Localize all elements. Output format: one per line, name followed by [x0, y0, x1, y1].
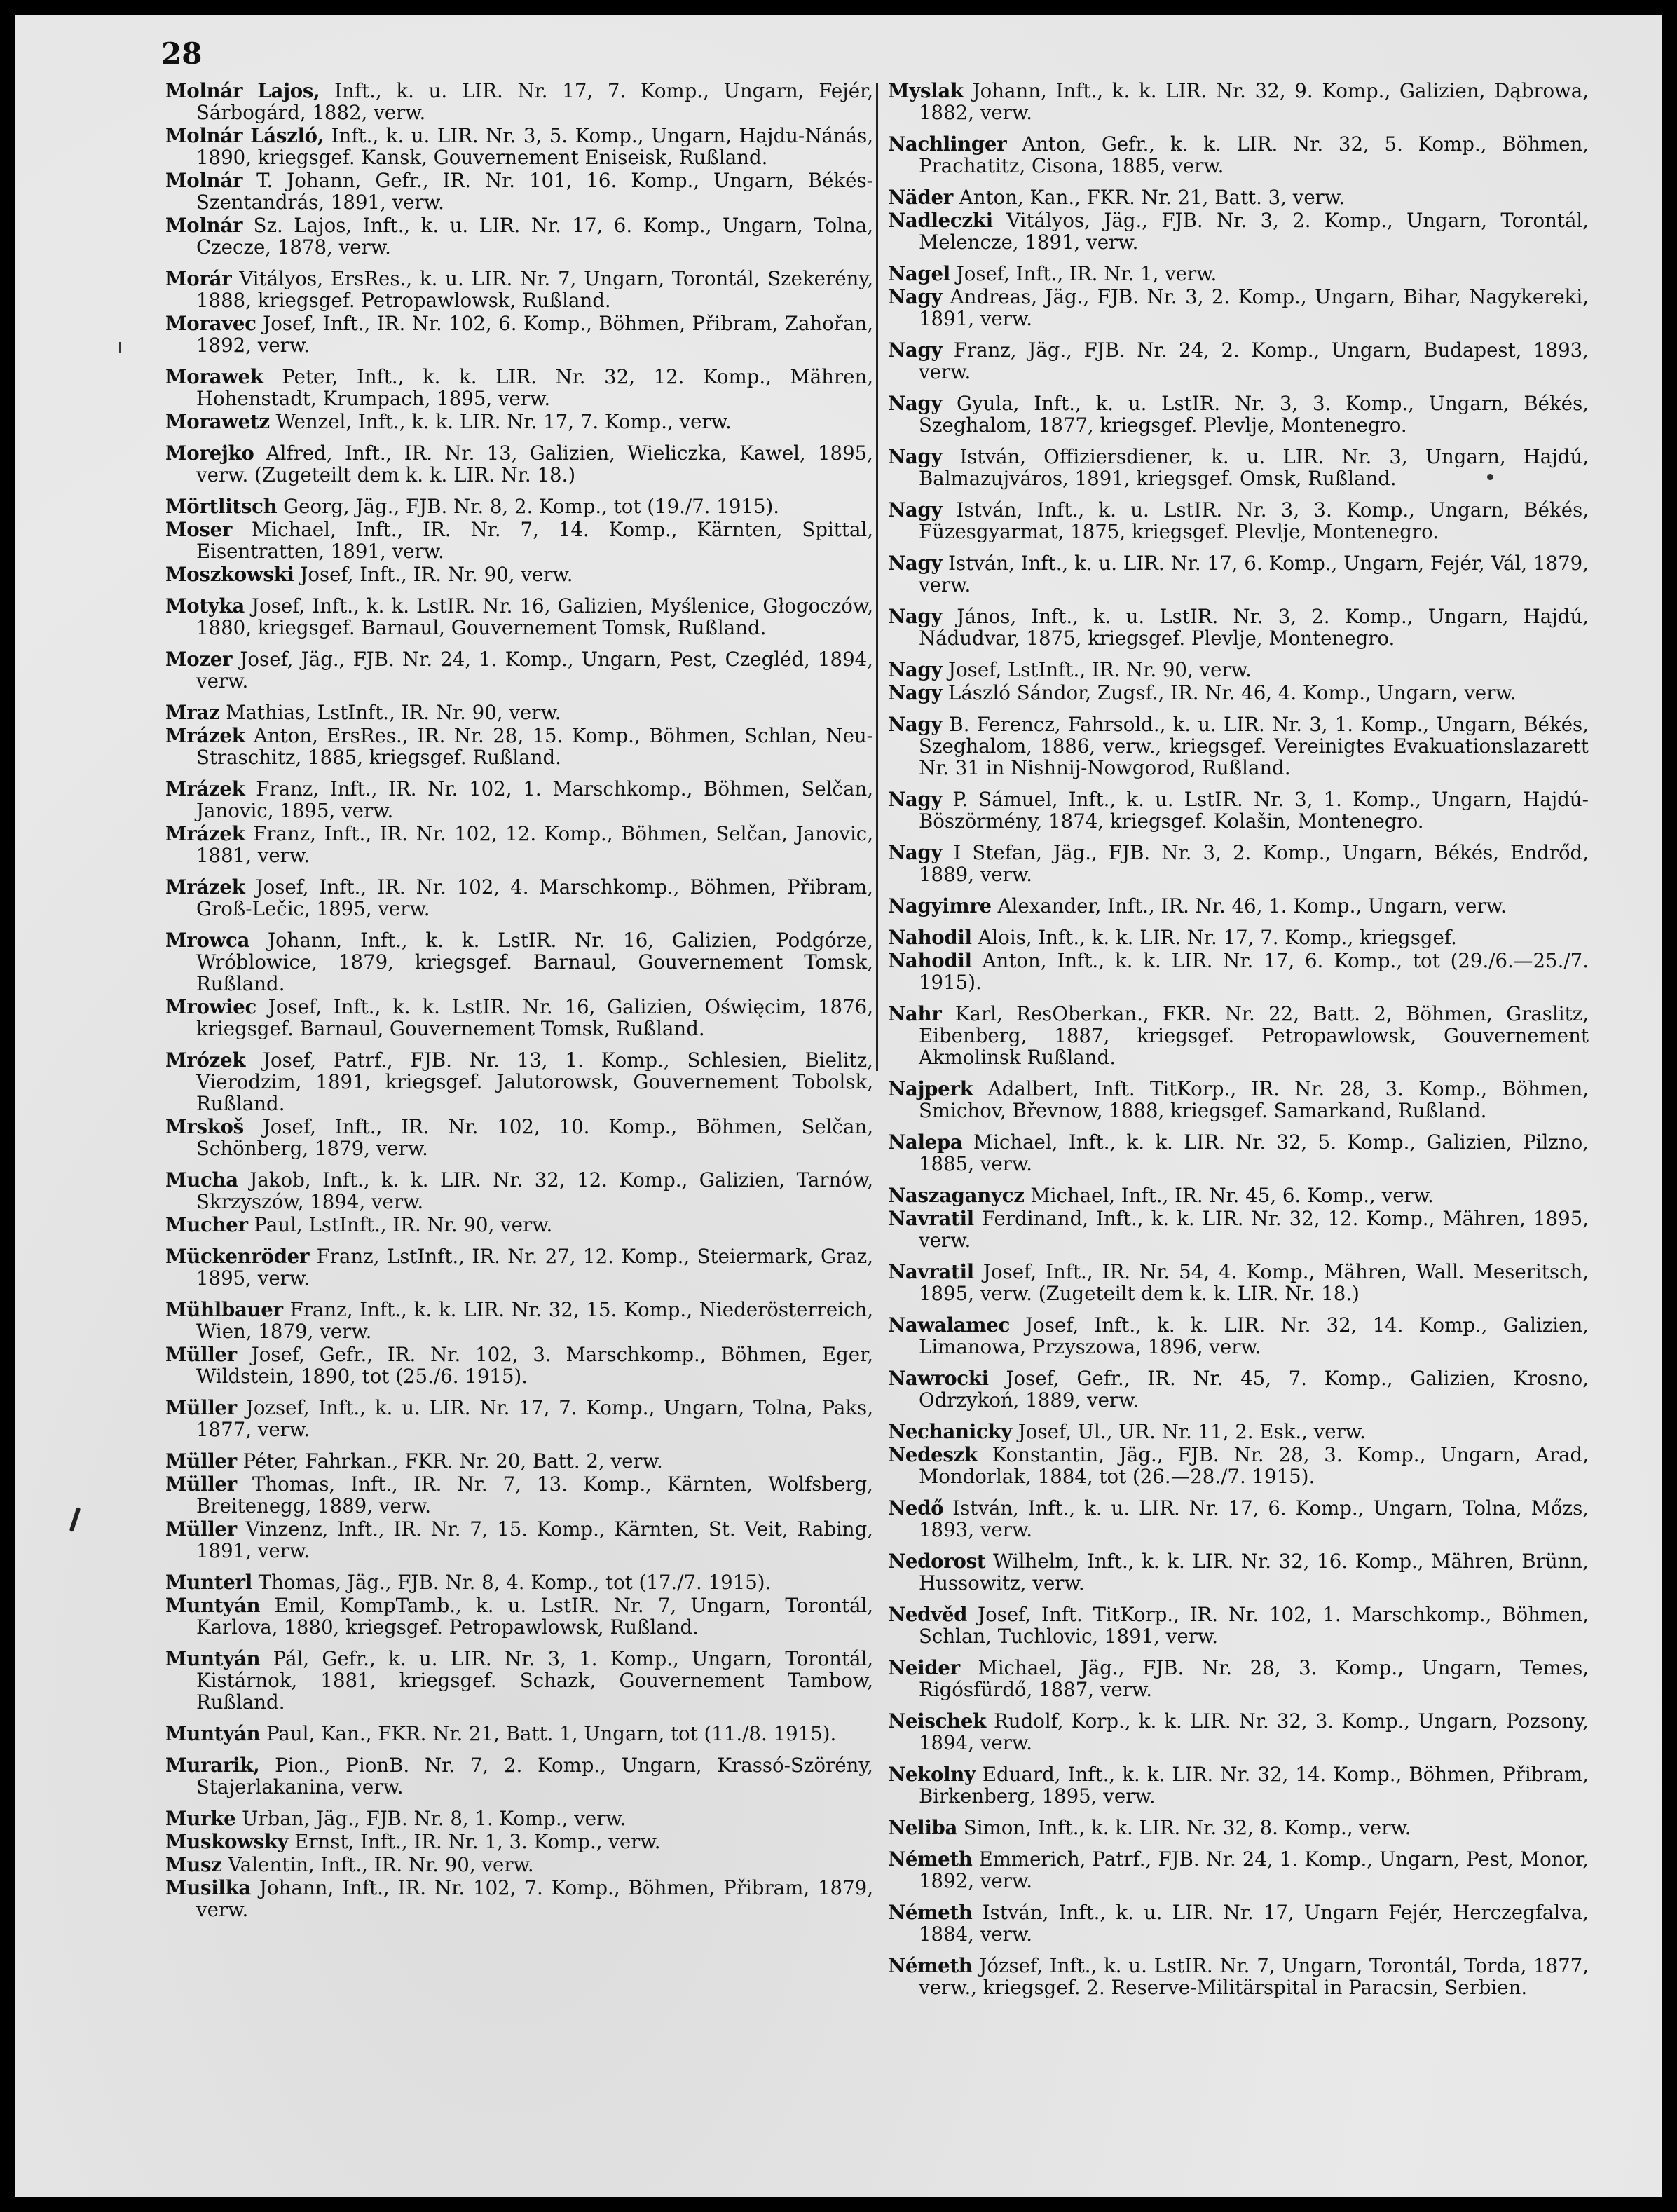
entry-details: Andreas, Jäg., FJB. Nr. 3, 2. Komp., Ungarn, Bihar, Nagykereki, 1891, verw. — [919, 285, 1589, 330]
entry-details: Sz. Lajos, Inft., k. u. LIR. Nr. 17, 6. Komp., Ungarn, Tolna, Czecze, 1878, verw. — [196, 214, 873, 259]
entry-details: László Sándor, Zugsf., IR. Nr. 46, 4. Komp., Ungarn, verw. — [942, 681, 1517, 704]
entry-surname: Molnár Lajos, — [165, 79, 320, 102]
entry-details: Karl, ResOberkan., FKR. Nr. 22, Batt. 2, Böhmen, Graslitz, Eibenberg, 1887, kriegsgef. Petropawlowsk, Gouvernement Akmolinsk Rußland. — [919, 1002, 1589, 1069]
entry-surname: Nahodil — [888, 926, 972, 949]
casualty-entry — [165, 778, 873, 821]
entry-surname: Müller — [165, 1396, 237, 1419]
entry-surname: Mrskoš — [165, 1115, 244, 1138]
casualty-entry — [888, 392, 1589, 436]
casualty-entry — [888, 1367, 1589, 1411]
entry-surname: Müller — [165, 1343, 237, 1366]
entry-surname: Nagy — [888, 552, 943, 575]
casualty-entry — [165, 1245, 873, 1289]
casualty-entry — [165, 1518, 873, 1562]
casualty-entry — [888, 895, 1589, 917]
entry-details: Valentin, Inft., IR. Nr. 90, verw. — [221, 1853, 534, 1876]
entry-details: Péter, Fahrkan., FKR. Nr. 20, Batt. 2, verw. — [236, 1449, 663, 1473]
entry-surname: Müller — [165, 1517, 237, 1541]
entry-surname: Murke — [165, 1807, 236, 1830]
entry-details: Ernst, Inft., IR. Nr. 1, 3. Komp., verw. — [288, 1830, 661, 1853]
entry-surname: Nagy — [888, 788, 943, 811]
entry-details: József, Inft., k. u. LstIR. Nr. 7, Ungarn, Torontál, Torda, 1877, verw., kriegsgef. 2. Reserve-Militärspital in Paracsin, Serbien. — [919, 1954, 1589, 1999]
casualty-entry — [888, 1604, 1589, 1647]
casualty-entry — [888, 210, 1589, 253]
entry-surname: Muntyán — [165, 1594, 261, 1617]
entry-details: Johann, Inft., k. k. LIR. Nr. 32, 9. Komp., Galizien, Dąbrowa, 1882, verw. — [919, 79, 1589, 124]
casualty-entry — [165, 1397, 873, 1440]
casualty-entry — [888, 682, 1589, 704]
casualty-entry — [888, 286, 1589, 329]
entry-details: Josef, Inft., IR. Nr. 102, 6. Komp., Böhmen, Přibram, Zahořan, 1892, verw. — [196, 312, 873, 357]
entry-surname: Nawalamec — [888, 1313, 1010, 1337]
casualty-entry — [888, 1184, 1589, 1206]
entry-details: Pál, Gefr., k. u. LIR. Nr. 3, 1. Komp., Ungarn, Torontál, Kistárnok, 1881, kriegsgef. Schazk, Gouvernement Tambow, Rußland. — [196, 1647, 873, 1714]
entry-details: Josef, Inft., k. k. LIR. Nr. 32, 14. Komp., Galizien, Limanowa, Przyszowa, 1896, verw. — [919, 1313, 1589, 1358]
entry-surname: Nagy — [888, 445, 943, 468]
entry-surname: Mraz — [165, 701, 220, 724]
entry-surname: Moszkowski — [165, 563, 294, 586]
entry-surname: Nachlinger — [888, 132, 1007, 156]
entry-surname: Morár — [165, 267, 232, 290]
casualty-entry — [888, 1657, 1589, 1700]
casualty-entry — [165, 80, 873, 123]
casualty-entry — [165, 519, 873, 562]
margin-pen-mark — [69, 1507, 81, 1532]
entry-surname: Mrázek — [165, 777, 245, 800]
entry-surname: Mozer — [165, 648, 233, 671]
casualty-entry — [888, 263, 1589, 285]
entry-surname: Neliba — [888, 1816, 958, 1839]
casualty-entry — [888, 1003, 1589, 1068]
entry-details: Konstantin, Jäg., FJB. Nr. 28, 3. Komp., Ungarn, Arad, Mondorlak, 1884, tot (26.—28./7. 1915). — [919, 1443, 1589, 1488]
entry-surname: Motyka — [165, 594, 245, 617]
casualty-entry — [165, 1299, 873, 1342]
entry-details: Alexander, Inft., IR. Nr. 46, 1. Komp., Ungarn, verw. — [991, 894, 1507, 917]
casualty-entry — [165, 411, 873, 432]
entry-details: Rudolf, Korp., k. k. LIR. Nr. 32, 3. Komp., Ungarn, Pozsony, 1894, verw. — [919, 1709, 1589, 1754]
entry-surname: Nagy — [888, 841, 943, 864]
entry-details: Josef, Jäg., FJB. Nr. 24, 1. Komp., Ungarn, Pest, Czegléd, 1894, verw. — [196, 648, 873, 692]
entry-details: István, Inft., k. u. LIR. Nr. 17, 6. Komp., Ungarn, Tolna, Mőzs, 1893, verw. — [919, 1496, 1589, 1541]
casualty-entry — [165, 823, 873, 866]
entry-surname: Neider — [888, 1656, 960, 1679]
left-column — [165, 80, 873, 1922]
entry-details: Franz, Inft., IR. Nr. 102, 1. Marschkomp., Böhmen, Selčan, Janovic, 1895, verw. — [196, 777, 873, 822]
casualty-entry — [165, 929, 873, 995]
casualty-entry — [888, 788, 1589, 832]
entry-surname: Moser — [165, 518, 233, 541]
entry-details: János, Inft., k. u. LstIR. Nr. 3, 2. Komp., Ungarn, Hajdú, Nádudvar, 1875, kriegsgef. Plevlje, Montenegro. — [919, 605, 1589, 650]
entry-surname: Moravec — [165, 312, 256, 335]
casualty-entry — [165, 1473, 873, 1517]
casualty-entry — [165, 595, 873, 639]
entry-surname: Mrowca — [165, 929, 250, 952]
entry-details: Emmerich, Patrf., FJB. Nr. 24, 1. Komp., Ungarn, Pest, Monor, 1892, verw. — [919, 1848, 1589, 1892]
entry-details: Paul, Kan., FKR. Nr. 21, Batt. 1, Ungarn, tot (11./8. 1915). — [260, 1722, 837, 1745]
entry-surname: Navratil — [888, 1260, 974, 1283]
casualty-entry — [165, 1808, 873, 1829]
casualty-entry — [888, 1710, 1589, 1754]
entry-details: István, Inft., k. u. LstIR. Nr. 3, 3. Komp., Ungarn, Békés, Füzesgyarmat, 1875, kriegsgef. Plevlje, Montenegro. — [919, 498, 1589, 543]
entry-surname: Najperk — [888, 1077, 973, 1100]
casualty-entry — [888, 1314, 1589, 1358]
entry-surname: Nedvěd — [888, 1603, 968, 1626]
casualty-entry — [165, 1648, 873, 1713]
entry-surname: Morawetz — [165, 410, 270, 433]
right-column — [888, 80, 1589, 2000]
casualty-entry — [888, 1421, 1589, 1442]
entry-details: Josef, Inft., k. k. LstIR. Nr. 16, Galizien, Oświęcim, 1876, kriegsgef. Barnaul, Gouvernement Tomsk, Rußland. — [196, 995, 873, 1040]
entry-details: Josef, Inft., IR. Nr. 1, verw. — [950, 262, 1217, 285]
casualty-entry — [888, 714, 1589, 779]
entry-details: Franz, Jäg., FJB. Nr. 24, 2. Komp., Ungarn, Budapest, 1893, verw. — [919, 339, 1589, 383]
entry-details: Peter, Inft., k. k. LIR. Nr. 32, 12. Komp., Mähren, Hohenstadt, Krumpach, 1895, verw. — [196, 365, 873, 410]
entry-surname: Molnár — [165, 214, 243, 237]
entry-details: Jozsef, Inft., k. u. LIR. Nr. 17, 7. Komp., Ungarn, Tolna, Paks, 1877, verw. — [196, 1396, 873, 1441]
entry-surname: Nagel — [888, 262, 950, 285]
entry-surname: Müller — [165, 1449, 237, 1473]
entry-surname: Murarik, — [165, 1754, 260, 1777]
casualty-entry — [165, 702, 873, 723]
casualty-entry — [888, 186, 1589, 208]
entry-details: Paul, LstInft., IR. Nr. 90, verw. — [247, 1213, 553, 1236]
entry-surname: Mörtlitsch — [165, 495, 278, 518]
casualty-entry — [888, 927, 1589, 948]
entry-surname: Nekolny — [888, 1763, 976, 1786]
casualty-entry — [165, 1049, 873, 1114]
entry-surname: Nechanicky — [888, 1420, 1013, 1443]
entry-surname: Nadleczki — [888, 209, 993, 232]
entry-surname: Musz — [165, 1853, 222, 1876]
entry-details: Franz, Inft., k. k. LIR. Nr. 32, 15. Komp., Niederösterreich, Wien, 1879, verw. — [196, 1298, 873, 1343]
casualty-entry — [888, 1763, 1589, 1807]
entry-surname: Nagy — [888, 713, 943, 736]
entry-details: Josef, Gefr., IR. Nr. 45, 7. Komp., Galizien, Krosno, Odrzykoń, 1889, verw. — [919, 1367, 1589, 1412]
entry-details: Thomas, Jäg., FJB. Nr. 8, 4. Komp., tot (17./7. 1915). — [252, 1571, 772, 1594]
casualty-entry — [165, 366, 873, 409]
entry-surname: Musilka — [165, 1876, 252, 1899]
entry-details: István, Offiziersdiener, k. u. LIR. Nr. 3, Ungarn, Hajdú, Balmazujváros, 1891, kriegsgef. Omsk, Rußland. — [919, 445, 1589, 490]
casualty-entry — [165, 1116, 873, 1159]
entry-details: Franz, Inft., IR. Nr. 102, 12. Komp., Böhmen, Selčan, Janovic, 1881, verw. — [196, 822, 873, 867]
entry-details: Vinzenz, Inft., IR. Nr. 7, 15. Komp., Kärnten, St. Veit, Rabing, 1891, verw. — [196, 1517, 873, 1562]
ink-dot-mark — [1487, 474, 1493, 480]
casualty-entry — [165, 876, 873, 920]
casualty-entry — [165, 1754, 873, 1798]
entry-details: Johann, Inft., IR. Nr. 102, 7. Komp., Böhmen, Přibram, 1879, verw. — [196, 1876, 873, 1921]
entry-surname: Neischek — [888, 1709, 986, 1733]
entry-surname: Németh — [888, 1954, 973, 1977]
entry-surname: Nagy — [888, 658, 943, 681]
casualty-entry — [165, 313, 873, 356]
entry-details: István, Inft., k. u. LIR. Nr. 17, 6. Komp., Ungarn, Fejér, Vál, 1879, verw. — [919, 552, 1589, 596]
entry-details: I Stefan, Jäg., FJB. Nr. 3, 2. Komp., Ungarn, Békés, Endrőd, 1889, verw. — [919, 841, 1589, 886]
entry-surname: Nagy — [888, 498, 943, 521]
entry-details: P. Sámuel, Inft., k. u. LstIR. Nr. 3, 1. Komp., Ungarn, Hajdú-Böszörmény, 1874, kriegsgef. Kolašin, Montenegro. — [919, 788, 1589, 833]
entry-details: Georg, Jäg., FJB. Nr. 8, 2. Komp., tot (19./7. 1915). — [277, 495, 780, 518]
casualty-entry — [888, 1817, 1589, 1838]
casualty-entry — [165, 1214, 873, 1236]
entry-details: Josef, Inft., IR. Nr. 90, verw. — [294, 563, 573, 586]
entry-details: Alfred, Inft., IR. Nr. 13, Galizien, Wieliczka, Kawel, 1895, verw. (Zugeteilt dem k. k. LIR. Nr. 18.) — [196, 442, 873, 486]
casualty-entry — [888, 499, 1589, 542]
entry-surname: Nawrocki — [888, 1367, 989, 1390]
entry-surname: Mühlbauer — [165, 1298, 283, 1321]
entry-surname: Morawek — [165, 365, 263, 388]
casualty-entry — [888, 1444, 1589, 1487]
entry-surname: Mrowiec — [165, 995, 256, 1018]
casualty-entry — [888, 339, 1589, 383]
casualty-entry — [888, 1955, 1589, 1998]
entry-surname: Molnár László, — [165, 124, 324, 147]
entry-details: Urban, Jäg., FJB. Nr. 8, 1. Komp., verw. — [235, 1807, 627, 1830]
entry-details: Johann, Inft., k. k. LstIR. Nr. 16, Galizien, Podgórze, Wróblowice, 1879, kriegsgef. Barnaul, Gouvernement Tomsk, Rußland. — [196, 929, 873, 995]
entry-details: Josef, Inft., IR. Nr. 54, 4. Komp., Mähren, Wall. Meseritsch, 1895, verw. (Zugeteilt dem k. k. LIR. Nr. 18.) — [919, 1260, 1589, 1305]
casualty-entry — [888, 1208, 1589, 1251]
entry-surname: Navratil — [888, 1207, 974, 1230]
casualty-entry — [888, 1848, 1589, 1892]
entry-details: Thomas, Inft., IR. Nr. 7, 13. Komp., Kärnten, Wolfsberg, Breitenegg, 1889, verw. — [196, 1473, 873, 1517]
entry-surname: Nagy — [888, 605, 943, 628]
casualty-entry — [165, 996, 873, 1039]
casualty-entry — [888, 1497, 1589, 1541]
entry-surname: Naszaganycz — [888, 1184, 1025, 1207]
scanned-page — [15, 15, 1662, 2197]
casualty-entry — [165, 725, 873, 768]
entry-surname: Muntyán — [165, 1647, 261, 1670]
entry-surname: Mucher — [165, 1213, 248, 1236]
entry-details: Jakob, Inft., k. k. LIR. Nr. 32, 12. Komp., Galizien, Tarnów, Skrzyszów, 1894, verw. — [196, 1168, 873, 1213]
entry-surname: Mrázek — [165, 822, 245, 845]
entry-details: Michael, Jäg., FJB. Nr. 28, 3. Komp., Ungarn, Temes, Rigósfürdő, 1887, verw. — [919, 1656, 1589, 1701]
entry-details: Vitályos, ErsRes., k. u. LIR. Nr. 7, Ungarn, Torontál, Szekerény, 1888, kriegsgef. Petropawlowsk, Rußland. — [196, 267, 873, 312]
casualty-entry — [165, 1723, 873, 1745]
casualty-entry — [888, 1078, 1589, 1121]
entry-surname: Myslak — [888, 79, 964, 102]
casualty-entry — [165, 496, 873, 517]
entry-details: Inft., k. u. LIR. Nr. 17, 7. Komp., Ungarn, Fejér, Sárbogárd, 1882, verw. — [196, 79, 873, 124]
casualty-entry — [165, 1571, 873, 1593]
entry-surname: Mucha — [165, 1168, 238, 1192]
casualty-entry — [888, 659, 1589, 681]
entry-details: Josef, Patrf., FJB. Nr. 13, 1. Komp., Schlesien, Bielitz, Vierodzim, 1891, kriegsgef. Jalutorowsk, Gouvernement Tobolsk, Rußland. — [196, 1049, 873, 1115]
casualty-entry — [165, 648, 873, 692]
casualty-entry — [888, 1131, 1589, 1175]
entry-surname: Nedő — [888, 1496, 944, 1520]
entry-details: Emil, KompTamb., k. u. LstIR. Nr. 7, Ungarn, Torontál, Karlova, 1880, kriegsgef. Petropawlowsk, Rußland. — [196, 1594, 873, 1639]
entry-details: Vitályos, Jäg., FJB. Nr. 3, 2. Komp., Ungarn, Torontál, Melencze, 1891, verw. — [919, 209, 1589, 254]
casualty-entry — [888, 606, 1589, 649]
entry-details: Anton, Kan., FKR. Nr. 21, Batt. 3, verw. — [953, 186, 1345, 209]
entry-details: Josef, Ul., UR. Nr. 11, 2. Esk., verw. — [1012, 1420, 1366, 1443]
entry-details: Inft., k. u. LIR. Nr. 3, 5. Komp., Ungarn, Hajdu-Nánás, 1890, kriegsgef. Kansk, Gouvernement Eniseisk, Rußland. — [196, 124, 873, 169]
entry-details: Anton, Gefr., k. k. LIR. Nr. 32, 5. Komp., Böhmen, Prachatitz, Cisona, 1885, verw. — [919, 132, 1589, 177]
entry-surname: Nahodil — [888, 949, 972, 972]
casualty-entry — [888, 950, 1589, 993]
casualty-entry — [888, 1261, 1589, 1304]
entry-details: István, Inft., k. u. LIR. Nr. 17, Ungarn Fejér, Herczegfalva, 1884, verw. — [919, 1901, 1589, 1946]
casualty-entry — [165, 1344, 873, 1387]
entry-details: Eduard, Inft., k. k. LIR. Nr. 32, 14. Komp., Böhmen, Přibram, Birkenberg, 1895, verw. — [919, 1763, 1589, 1808]
entry-details: Mathias, LstInft., IR. Nr. 90, verw. — [219, 701, 561, 724]
entry-details: Ferdinand, Inft., k. k. LIR. Nr. 32, 12. Komp., Mähren, 1895, verw. — [919, 1207, 1589, 1252]
entry-details: Wilhelm, Inft., k. k. LIR. Nr. 32, 16. Komp., Mähren, Brünn, Hussowitz, verw. — [919, 1550, 1589, 1595]
entry-details: Wenzel, Inft., k. k. LIR. Nr. 17, 7. Komp., verw. — [269, 410, 732, 433]
entry-details: Anton, Inft., k. k. LIR. Nr. 17, 6. Komp., tot (29./6.—25./7. 1915). — [919, 949, 1589, 994]
entry-details: Josef, Inft. TitKorp., IR. Nr. 102, 1. Marschkomp., Böhmen, Schlan, Tuchlovic, 1891, verw. — [919, 1603, 1589, 1648]
casualty-entry — [165, 214, 873, 258]
entry-details: Josef, Gefr., IR. Nr. 102, 3. Marschkomp., Böhmen, Eger, Wildstein, 1890, tot (25./6. 1915). — [196, 1343, 873, 1388]
casualty-entry — [165, 170, 873, 213]
entry-surname: Nedorost — [888, 1550, 986, 1573]
entry-details: Josef, Inft., IR. Nr. 102, 10. Komp., Böhmen, Selčan, Schönberg, 1879, verw. — [196, 1115, 873, 1160]
page-number: 28 — [161, 36, 203, 71]
entry-surname: Nagy — [888, 339, 943, 362]
entry-details: B. Ferencz, Fahrsold., k. u. LIR. Nr. 3, 1. Komp., Ungarn, Békés, Szeghalom, 1886, verw., kriegsgef. Vereinigtes Evakuationslazarett Nr. 31 in Nishnij-Nowgorod, Rußland. — [919, 713, 1589, 779]
entry-surname: Mrázek — [165, 875, 245, 899]
entry-surname: Nalepa — [888, 1131, 963, 1154]
entry-details: Josef, Inft., IR. Nr. 102, 4. Marschkomp., Böhmen, Přibram, Groß-Lečic, 1895, verw. — [196, 875, 873, 920]
entry-surname: Nagyimre — [888, 894, 992, 917]
entry-surname: Németh — [888, 1848, 973, 1871]
casualty-entry — [888, 1550, 1589, 1594]
entry-surname: Morejko — [165, 442, 254, 465]
entry-surname: Nedeszk — [888, 1443, 978, 1466]
entry-surname: Németh — [888, 1901, 973, 1924]
entry-details: Michael, Inft., IR. Nr. 45, 6. Komp., verw. — [1024, 1184, 1434, 1207]
entry-details: T. Johann, Gefr., IR. Nr. 101, 16. Komp., Ungarn, Békés-Szentandrás, 1891, verw. — [196, 169, 873, 214]
casualty-entry — [165, 1831, 873, 1852]
casualty-entry — [165, 268, 873, 311]
casualty-entry — [165, 1854, 873, 1876]
entry-details: Alois, Inft., k. k. LIR. Nr. 17, 7. Komp., kriegsgef. — [971, 926, 1457, 949]
entry-details: Michael, Inft., IR. Nr. 7, 14. Komp., Kärnten, Spittal, Eisentratten, 1891, verw. — [196, 518, 873, 563]
entry-surname: Müller — [165, 1473, 237, 1496]
column-divider — [876, 83, 878, 1071]
casualty-entry — [888, 133, 1589, 177]
entry-surname: Nahr — [888, 1002, 942, 1025]
casualty-entry — [165, 564, 873, 585]
casualty-entry — [165, 125, 873, 168]
entry-surname: Nagy — [888, 285, 943, 308]
entry-surname: Näder — [888, 186, 953, 209]
entry-surname: Nagy — [888, 681, 943, 704]
casualty-entry — [888, 842, 1589, 885]
casualty-entry — [165, 442, 873, 486]
entry-surname: Molnár — [165, 169, 243, 192]
casualty-entry — [165, 1877, 873, 1920]
entry-surname: Muskowsky — [165, 1830, 289, 1853]
entry-details: Simon, Inft., k. k. LIR. Nr. 32, 8. Komp., verw. — [957, 1816, 1411, 1839]
margin-tick-mark — [119, 342, 121, 353]
entry-details: Josef, Inft., k. k. LstIR. Nr. 16, Galizien, Myślenice, Głogoczów, 1880, kriegsgef. Barnaul, Gouvernement Tomsk, Rußland. — [196, 594, 873, 639]
entry-surname: Munterl — [165, 1571, 252, 1594]
entry-details: Pion., PionB. Nr. 7, 2. Komp., Ungarn, Krassó-Szörény, Stajerlakanina, verw. — [196, 1754, 873, 1798]
casualty-entry — [888, 446, 1589, 489]
entry-surname: Muntyán — [165, 1722, 261, 1745]
casualty-entry — [888, 552, 1589, 596]
entry-details: Josef, LstInft., IR. Nr. 90, verw. — [942, 658, 1252, 681]
entry-details: Gyula, Inft., k. u. LstIR. Nr. 3, 3. Komp., Ungarn, Békés, Szeghalom, 1877, kriegsgef. Plevlje, Montenegro. — [919, 392, 1589, 437]
entry-surname: Mrózek — [165, 1049, 246, 1072]
entry-details: Anton, ErsRes., IR. Nr. 28, 15. Komp., Böhmen, Schlan, Neu-Straschitz, 1885, kriegsgef. Rußland. — [196, 724, 873, 769]
casualty-entry — [165, 1169, 873, 1213]
casualty-entry — [888, 80, 1589, 123]
entry-details: Adalbert, Inft. TitKorp., IR. Nr. 28, 3. Komp., Böhmen, Smichov, Břevnow, 1888, kriegsgef. Samarkand, Rußland. — [919, 1077, 1589, 1122]
casualty-entry — [165, 1595, 873, 1638]
entry-surname: Mrázek — [165, 724, 245, 747]
entry-surname: Mückenröder — [165, 1245, 310, 1268]
casualty-entry — [888, 1902, 1589, 1945]
entry-details: Franz, LstInft., IR. Nr. 27, 12. Komp., Steiermark, Graz, 1895, verw. — [196, 1245, 873, 1290]
casualty-entry — [165, 1450, 873, 1472]
entry-details: Michael, Inft., k. k. LIR. Nr. 32, 5. Komp., Galizien, Pilzno, 1885, verw. — [919, 1131, 1589, 1175]
entry-surname: Nagy — [888, 392, 943, 415]
